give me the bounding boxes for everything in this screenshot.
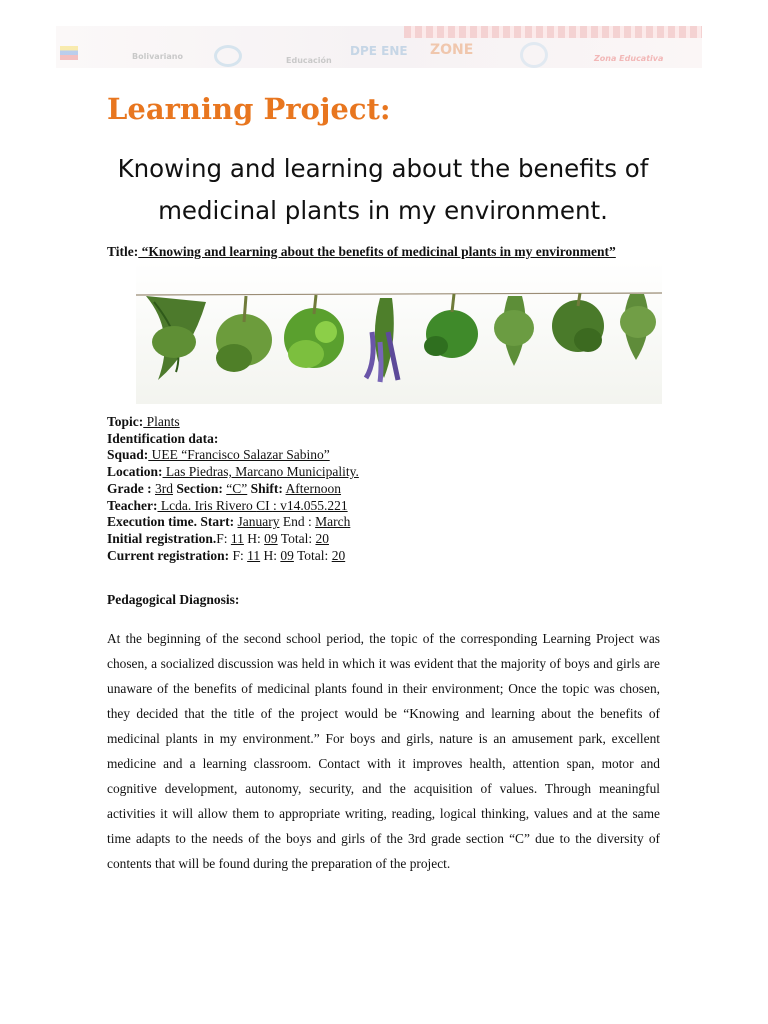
current-h-value: 09 (280, 547, 294, 563)
teacher-line (107, 498, 667, 515)
title-value: “Knowing and learning about the benefits of medicinal plants in my environment” (138, 244, 616, 259)
ci-value: : v14.055.221 (272, 497, 348, 513)
squad-value: UEE “Francisco Salazar Sabino” (148, 447, 330, 463)
herb-bunch-8 (620, 294, 656, 360)
diagnosis-paragraph: At the beginning of the second school period, the topic of the corresponding Learning Project was chosen, a socialized discussion was held in which it was evident that the majority of boys and girls are unaware of the benefits of medicinal plants found in their environment; Once the topic was chosen, they decided that the title of the project would be “Knowing and learning about the benefits of medicinal plants in my environment.” For boys and girls, nature is an amusement park, excellent medicine and a learning classroom. Contact with it improves health, attention span, motor and cognitive development, autonomy, security, and the acquisition of values. Through meaningful activities it will allow them to appropriate writing, reading, logical thinking, values and at the same time adapts to the needs of the boys and girls of the 3rd grade section “C” due to the diversity of contents that will be found during the preparation of the project. (107, 631, 660, 871)
squad-line (107, 447, 667, 464)
execution-label: Execution time. Start: (107, 514, 235, 530)
current-registration-label: Current registration: (107, 547, 230, 563)
location-label: Location: (107, 464, 163, 480)
identification-block (107, 414, 667, 564)
banner-logo-bolivariano: Bolivariano (132, 52, 183, 61)
initial-f-label: F: (216, 530, 231, 546)
swirl-logo-icon (520, 42, 548, 68)
current-f-label: F: (229, 547, 248, 563)
herb-bunch-2 (216, 296, 272, 372)
shift-label: Shift: (250, 480, 283, 496)
grade-value: 3rd (155, 480, 173, 496)
initial-registration-label: Initial registration. (107, 530, 217, 546)
hanging-herbs-image (136, 262, 662, 404)
initial-registration-line (107, 531, 667, 548)
squad-label: Squad: (107, 447, 149, 463)
teacher-label: Teacher: (107, 497, 158, 513)
section-value: “C” (226, 480, 248, 496)
ring-logo-icon (214, 45, 242, 67)
initial-h-value: 09 (264, 530, 278, 546)
grade-line (107, 481, 667, 498)
project-title (107, 244, 663, 260)
initial-total-value: 20 (315, 530, 329, 546)
initial-h-label: H: (243, 530, 265, 546)
topic-label: Topic: (107, 414, 144, 429)
execution-line (107, 514, 667, 531)
current-f-value: 11 (247, 547, 261, 563)
current-registration-line (107, 548, 667, 565)
banner-logo-dpe: DPE ENE (350, 44, 408, 58)
teacher-value: Lcda. Iris Rivero (157, 497, 257, 513)
herb-bunch-3 (284, 295, 344, 368)
herb-bunch-4 (366, 298, 398, 382)
identification-label: Identification data: (107, 430, 219, 446)
location-line (107, 464, 667, 481)
section-label: Section: (176, 480, 223, 496)
ci-label: CI (256, 497, 273, 513)
current-total-label: Total: (293, 547, 332, 563)
herbs-illustration (136, 262, 662, 404)
diagnosis-heading: Pedagogical Diagnosis: (107, 592, 240, 607)
topic-line (107, 414, 667, 431)
topic-value: Plants (143, 414, 180, 429)
banner-stripe (404, 26, 702, 38)
banner-logo-educacion: Educación (286, 56, 332, 65)
herb-bunch-6 (494, 296, 534, 366)
identification-line (107, 431, 667, 448)
location-value: Las Piedras, Marcano Municipality. (162, 464, 359, 480)
banner-logo-zona: Zona Educativa (594, 54, 664, 63)
page-subtitle: Knowing and learning about the benefits of medicinal plants in my environment. (117, 154, 649, 225)
flag-icon (60, 46, 78, 60)
current-h-label: H: (260, 547, 281, 563)
grade-label: Grade : (107, 480, 152, 496)
initial-f-value: 11 (230, 530, 244, 546)
shift-value: Afternoon (285, 480, 342, 496)
end-label: End : (279, 514, 316, 530)
start-value: January (237, 514, 280, 530)
end-value: March (315, 514, 351, 530)
current-total-value: 20 (331, 547, 346, 563)
title-label: Title: (107, 244, 139, 259)
herb-bunch-5 (424, 294, 478, 358)
herb-bunch-7 (552, 293, 604, 352)
page-heading: Learning Project: (107, 92, 391, 126)
initial-total-label: Total: (277, 530, 316, 546)
herb-bunch-1 (146, 296, 206, 380)
banner-logo-zone: ZONE (430, 42, 474, 58)
